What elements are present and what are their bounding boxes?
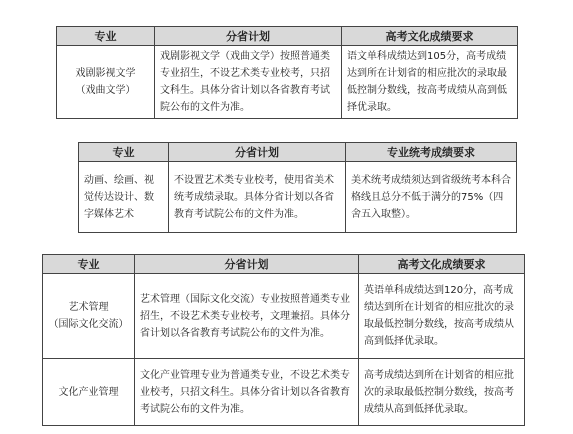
- major-subname: （戏曲文学）: [75, 85, 136, 96]
- header-major: 专业: [43, 255, 135, 274]
- table-drama-literature: [56, 26, 518, 119]
- header-plan: 分省计划: [169, 143, 346, 162]
- major-subname: （国际文化交流）: [48, 319, 129, 330]
- major-cell: 文化产业管理: [43, 359, 135, 426]
- requirement-cell: 高考成绩达到所在计划省的相应批次的录取最低控制分数线，按高考成绩从高到低择优录取。: [359, 359, 525, 426]
- table-row: [79, 162, 517, 233]
- major-cell: [57, 46, 155, 119]
- major-name: 艺术管理: [68, 302, 109, 313]
- table-row: [43, 359, 525, 426]
- table-row: [43, 274, 525, 359]
- requirement-cell: 英语单科成绩达到120分，高考成绩达到所在计划省的相应批次的录取最低控制分数线，按高考成绩从高到低择优录取。: [359, 274, 525, 359]
- plan-cell: 艺术管理（国际文化交流）专业按照普通类专业招生，不设艺术类专业校考，文理兼招。具体分省计划以各省教育考试院公布的文件为准。: [135, 274, 359, 359]
- header-requirement: 高考文化成绩要求: [342, 27, 518, 46]
- table-header-row: [43, 255, 525, 274]
- requirement-cell: 语文单科成绩达到105分，高考成绩达到所在计划省的相应批次的录取最低控制分数线，按高考成绩从高到低择优录取。: [342, 46, 518, 119]
- major-cell: [43, 274, 135, 359]
- major-cell: 动画、绘画、视觉传达设计、数字媒体艺术: [79, 162, 169, 233]
- header-plan: 分省计划: [135, 255, 359, 274]
- requirement-cell: 美术统考成绩须达到省级统考本科合格线且总分不低于满分的75%（四舍五入取整）。: [346, 162, 517, 233]
- major-name: 戏剧影视文学: [75, 68, 136, 79]
- table-header-row: [57, 27, 518, 46]
- header-plan: 分省计划: [155, 27, 342, 46]
- header-major: 专业: [79, 143, 169, 162]
- plan-cell: 文化产业管理专业为普通类专业，不设艺术类专业校考，只招文科生。具体分省计划以各省教育考试院公布的文件为准。: [135, 359, 359, 426]
- table-art-management: [42, 254, 525, 426]
- header-requirement: 高考文化成绩要求: [359, 255, 525, 274]
- table-header-row: [79, 143, 517, 162]
- header-major: 专业: [57, 27, 155, 46]
- plan-cell: 不设置艺术类专业校考，使用省美术统考成绩录取。具体分省计划以各省教育考试院公布的文件为准。: [169, 162, 346, 233]
- table-art-design: [78, 142, 517, 233]
- table-row: [57, 46, 518, 119]
- header-requirement: 专业统考成绩要求: [346, 143, 517, 162]
- plan-cell: 戏剧影视文学（戏曲文学）按照普通类专业招生，不设艺术类专业校考，只招文科生。具体分省计划以各省教育考试院公布的文件为准。: [155, 46, 342, 119]
